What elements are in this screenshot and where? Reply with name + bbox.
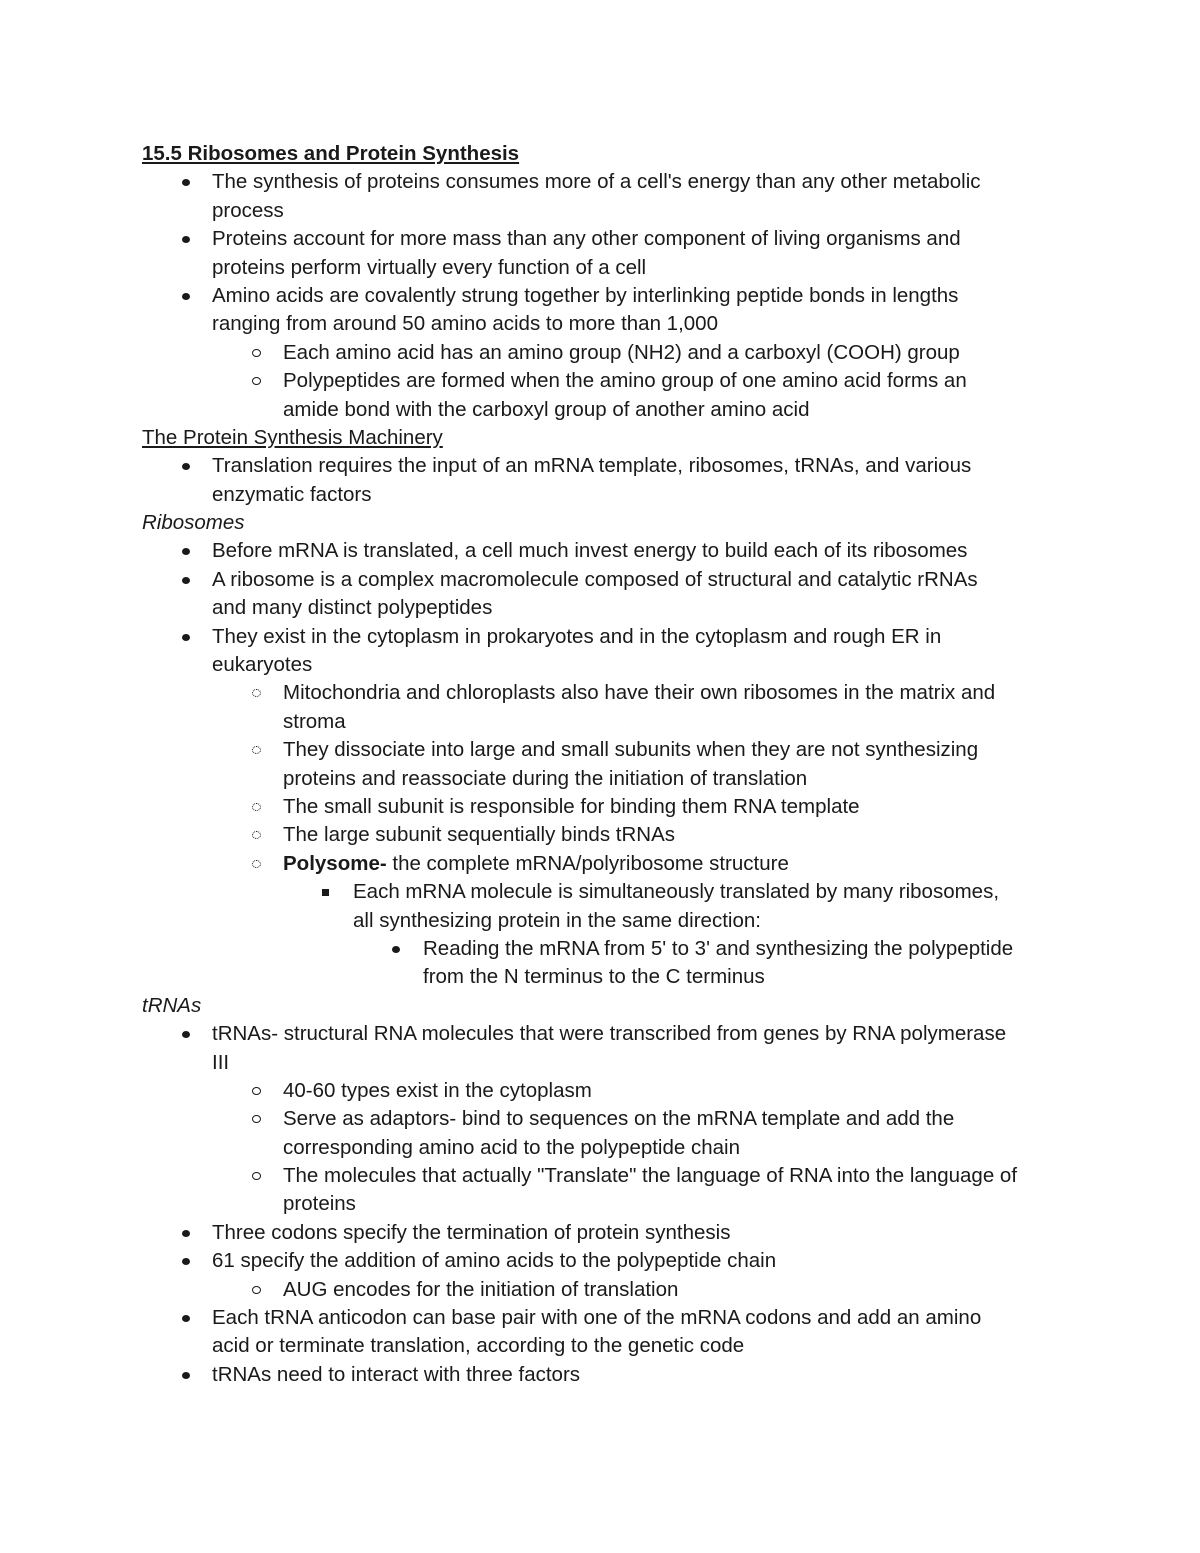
list-item [142, 225, 1072, 253]
list-item [142, 282, 1072, 310]
list-item-text: proteins perform virtually every function of a cell [212, 255, 647, 279]
list-item-text: Three codons specify the termination of protein synthesis [212, 1220, 731, 1244]
list-item-text: stroma [283, 709, 346, 733]
list-item-continuation [142, 594, 1072, 622]
list-item-text: Polypeptides are formed when the amino group of one amino acid forms an [283, 369, 967, 393]
list-item-text: and many distinct polypeptides [212, 596, 493, 620]
list-item [142, 537, 1072, 565]
list-item-continuation [142, 1134, 1072, 1162]
list-item-continuation [142, 197, 1072, 225]
list-item-text: The large subunit sequentially binds tRNAs [283, 823, 675, 847]
sub-list-item [142, 793, 1072, 821]
list-item-text: Each mRNA molecule is simultaneously translated by many ribosomes, [353, 880, 1000, 904]
section-title-row [142, 140, 1072, 168]
sub-list-item [142, 850, 1072, 878]
list-item-text: eukaryotes [212, 653, 313, 677]
sub-list-item [142, 736, 1072, 764]
sub-list-item [142, 1105, 1072, 1133]
list-item-text: corresponding amino acid to the polypeptide chain [283, 1135, 740, 1159]
subheading-trnas: tRNAs [142, 993, 202, 1017]
list-item-text: Amino acids are covalently strung together by interlinking peptide bonds in lengths [212, 283, 959, 307]
subheading-machinery: The Protein Synthesis Machinery [142, 425, 443, 449]
list-item-continuation [142, 765, 1072, 793]
list-item-continuation [142, 310, 1072, 338]
list-item-text: Each tRNA anticodon can base pair with one of the mRNA codons and add an amino [212, 1306, 982, 1330]
list-item-text: The small subunit is responsible for binding them RNA template [283, 794, 860, 818]
list-item-text: AUG encodes for the initiation of translation [283, 1277, 679, 1301]
sub-list-item [142, 821, 1072, 849]
list-item [142, 1219, 1072, 1247]
sub-list-item [142, 1077, 1072, 1105]
list-item-continuation [142, 254, 1072, 282]
list-item [142, 452, 1072, 480]
list-item-text: 61 specify the addition of amino acids to the polypeptide chain [212, 1249, 777, 1273]
term-polysome: Polysome- [283, 851, 387, 875]
list-item [142, 1247, 1072, 1275]
list-item [142, 168, 1072, 196]
subheading-row [142, 509, 1072, 537]
list-item [142, 1020, 1072, 1048]
section-title: 15.5 Ribosomes and Protein Synthesis [142, 142, 520, 165]
list-item-text: III [212, 1050, 230, 1074]
list-item-text: The molecules that actually "Translate" the language of RNA into the language of [283, 1164, 1018, 1188]
list-item-text: They exist in the cytoplasm in prokaryotes and in the cytoplasm and rough ER in [212, 624, 942, 648]
list-item-text: Translation requires the input of an mRNA template, ribosomes, tRNAs, and various [212, 454, 972, 478]
subheading-row [142, 992, 1072, 1020]
sub-list-item [142, 1162, 1072, 1190]
subheading-ribosomes: Ribosomes [142, 511, 245, 535]
list-item-text: ranging from around 50 amino acids to more than 1,000 [212, 312, 718, 336]
list-item-text: tRNAs- structural RNA molecules that were transcribed from genes by RNA polymerase [212, 1022, 1007, 1046]
list-item [142, 566, 1072, 594]
list-item-text: Proteins account for more mass than any other component of living organisms and [212, 227, 961, 251]
list-item-continuation [142, 708, 1072, 736]
sub-list-item [142, 339, 1072, 367]
list-item-continuation [142, 963, 1072, 991]
list-item-text: Before mRNA is translated, a cell much invest energy to build each of its ribosomes [212, 539, 968, 563]
list-item-text: The synthesis of proteins consumes more of a cell's energy than any other metabolic [212, 170, 981, 194]
list-item-text: proteins and reassociate during the initiation of translation [283, 766, 808, 790]
list-item-continuation [142, 1190, 1072, 1218]
list-item-text: enzymatic factors [212, 482, 372, 506]
list-item [142, 1361, 1072, 1389]
list-item-continuation [142, 907, 1072, 935]
list-item-continuation [142, 1332, 1072, 1360]
list-item-text: Each amino acid has an amino group (NH2) and a carboxyl (COOH) group [283, 340, 960, 364]
list-item-continuation [142, 651, 1072, 679]
list-item-text: Serve as adaptors- bind to sequences on the mRNA template and add the [283, 1107, 955, 1131]
list-item [142, 623, 1072, 651]
list-item-continuation [142, 1049, 1072, 1077]
list-item-text: Mitochondria and chloroplasts also have their own ribosomes in the matrix and [283, 681, 996, 705]
sub-sub-sub-list-item [142, 935, 1072, 963]
list-item-text: amide bond with the carboxyl group of another amino acid [283, 397, 810, 421]
sub-list-item [142, 367, 1072, 395]
sub-sub-list-item [142, 878, 1072, 906]
list-item-text: Reading the mRNA from 5' to 3' and synthesizing the polypeptide [423, 936, 1014, 960]
list-item [142, 1304, 1072, 1332]
sub-list-item [142, 1276, 1072, 1304]
list-item-text: A ribosome is a complex macromolecule composed of structural and catalytic rRNAs [212, 567, 978, 591]
list-item-text: all synthesizing protein in the same direction: [353, 908, 761, 932]
list-item-text: proteins [283, 1192, 356, 1216]
document-page [142, 140, 1072, 1389]
list-item-text: tRNAs need to interact with three factors [212, 1362, 581, 1386]
list-item-continuation [142, 396, 1072, 424]
list-item-text: the complete mRNA/polyribosome structure [386, 851, 789, 875]
list-item-text: acid or terminate translation, according to the genetic code [212, 1334, 745, 1358]
list-item-text: They dissociate into large and small subunits when they are not synthesizing [283, 738, 979, 762]
list-item-continuation [142, 481, 1072, 509]
subheading-row [142, 424, 1072, 452]
sub-list-item [142, 679, 1072, 707]
list-item-text: from the N terminus to the C terminus [423, 965, 765, 989]
list-item-text: process [212, 198, 284, 222]
list-item-text: 40-60 types exist in the cytoplasm [283, 1078, 592, 1102]
